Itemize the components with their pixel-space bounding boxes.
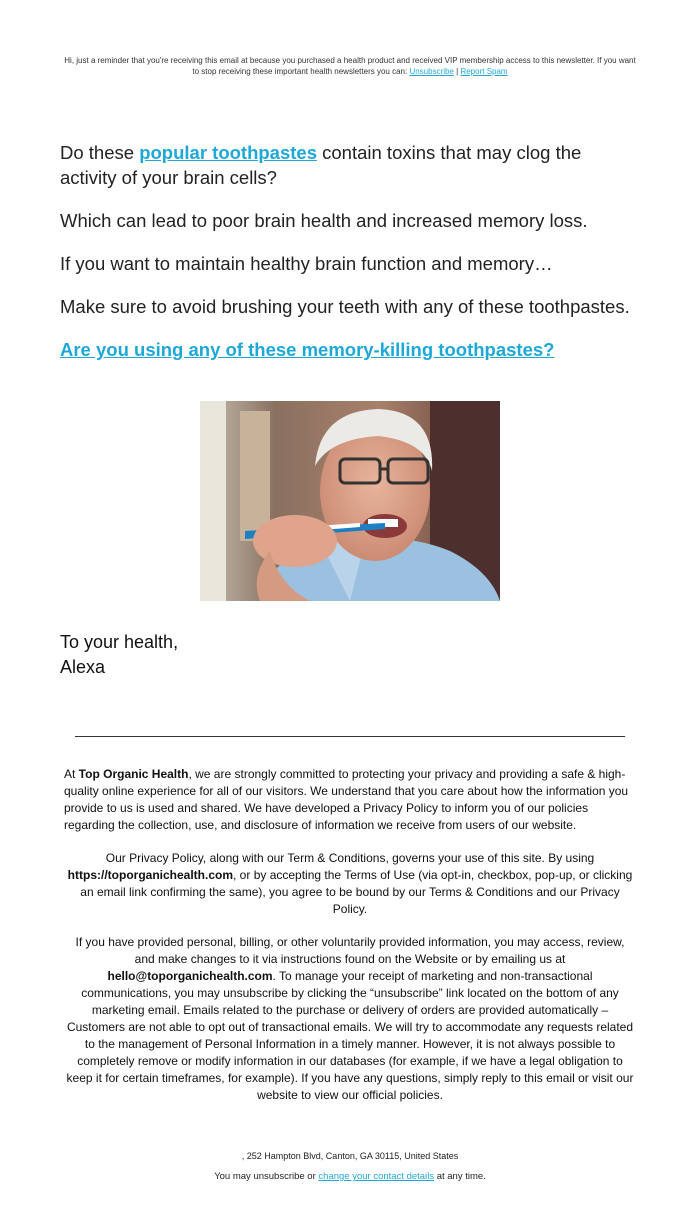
body-paragraph-3: If you want to maintain healthy brain function and memory… xyxy=(60,253,553,274)
report-spam-link[interactable]: Report Spam xyxy=(460,67,508,76)
body-paragraph-4: Make sure to avoid brushing your teeth with any of these toothpastes. xyxy=(60,296,630,317)
cta-paragraph xyxy=(60,337,640,362)
privacy-commitment-paragraph xyxy=(64,766,636,834)
signoff xyxy=(60,630,178,680)
popular-toothpastes-link[interactable]: popular toothpastes xyxy=(139,142,317,163)
f3-rest: . To manage your receipt of marketing and non-transactional communications, you may unsubscribe by clicking the “unsubscribe” link located on the bottom of any marketing email. Emails related to the purchase or delivery of orders are provided automatically – Customers are not able to opt out of transactional emails. We will try to accommodate any requests related to the management of Personal Information in a timely manner. However, it is not always possible to completely remove or modify information in our databases (for example, if we have a legal obligation to keep it for certain timeframes, for example). If you have any questions, simply reply to this email or visit our website to view our official policies. xyxy=(66,969,634,1102)
footer-divider xyxy=(75,736,625,737)
f2-rest: , or by accepting the Terms of Use (via opt-in, checkbox, pop-up, or clicking an email link confirming the same), you agree to be bound by our Terms & Conditions and our Privacy Policy. xyxy=(80,868,633,916)
body-paragraph-2: Which can lead to poor brain health and increased memory loss. xyxy=(60,210,588,231)
cta-link[interactable]: Are you using any of these memory-killing toothpastes? xyxy=(60,339,555,360)
photo-illustration xyxy=(200,401,500,601)
site-url: https://toporganichealth.com xyxy=(67,868,234,882)
unsubscribe-line xyxy=(0,1171,700,1182)
change-contact-details-link[interactable]: change your contact details xyxy=(318,1171,435,1182)
unsub-after: at any time. xyxy=(434,1171,486,1182)
brand-name: Top Organic Health xyxy=(78,767,189,781)
p1-before: Do these xyxy=(60,142,140,163)
postal-address: , 252 Hampton Blvd, Canton, GA 30115, United States xyxy=(241,1151,459,1161)
unsub-before: You may unsubscribe or xyxy=(214,1171,319,1182)
notice-text: Hi, just a reminder that you're receiving this email at because you purchased a health product and received VIP membership access to this newsletter. If you want to stop receiving these important health newsletters you can: xyxy=(64,56,636,76)
p1-after: contain toxins that may clog the activity of your brain cells? xyxy=(60,142,582,188)
email-reminder-notice xyxy=(60,55,640,77)
notice-separator: | xyxy=(456,67,459,76)
f2-prefix: Our Privacy Policy, along with our Term & Conditions, governs your use of this site. By using xyxy=(105,851,595,865)
privacy-policy-paragraph xyxy=(64,850,636,918)
email-body xyxy=(60,140,640,380)
contact-email: hello@toporganichealth.com xyxy=(107,969,273,983)
signoff-greeting: To your health, xyxy=(60,632,179,652)
man-brushing-teeth-photo[interactable] xyxy=(200,401,500,601)
personal-info-paragraph xyxy=(64,934,636,1104)
f3-prefix: If you have provided personal, billing, or other voluntarily provided information, you may access, review, and make changes to it via instructions found on the Website or by emailing us at xyxy=(75,935,625,966)
unsubscribe-link[interactable]: Unsubscribe xyxy=(409,67,454,76)
body-paragraph-1 xyxy=(60,140,640,190)
f1-prefix: At xyxy=(64,767,79,781)
signoff-name: Alexa xyxy=(60,657,106,677)
f1-rest: , we are strongly committed to protecting your privacy and providing a safe & high-quality online experience for all of our visitors. We understand that you care about how the information you provide to us is used and shared. We have developed a Privacy Policy to inform you of our policies regarding the collection, use, and disclosure of information we receive from users of our website. xyxy=(64,767,629,832)
